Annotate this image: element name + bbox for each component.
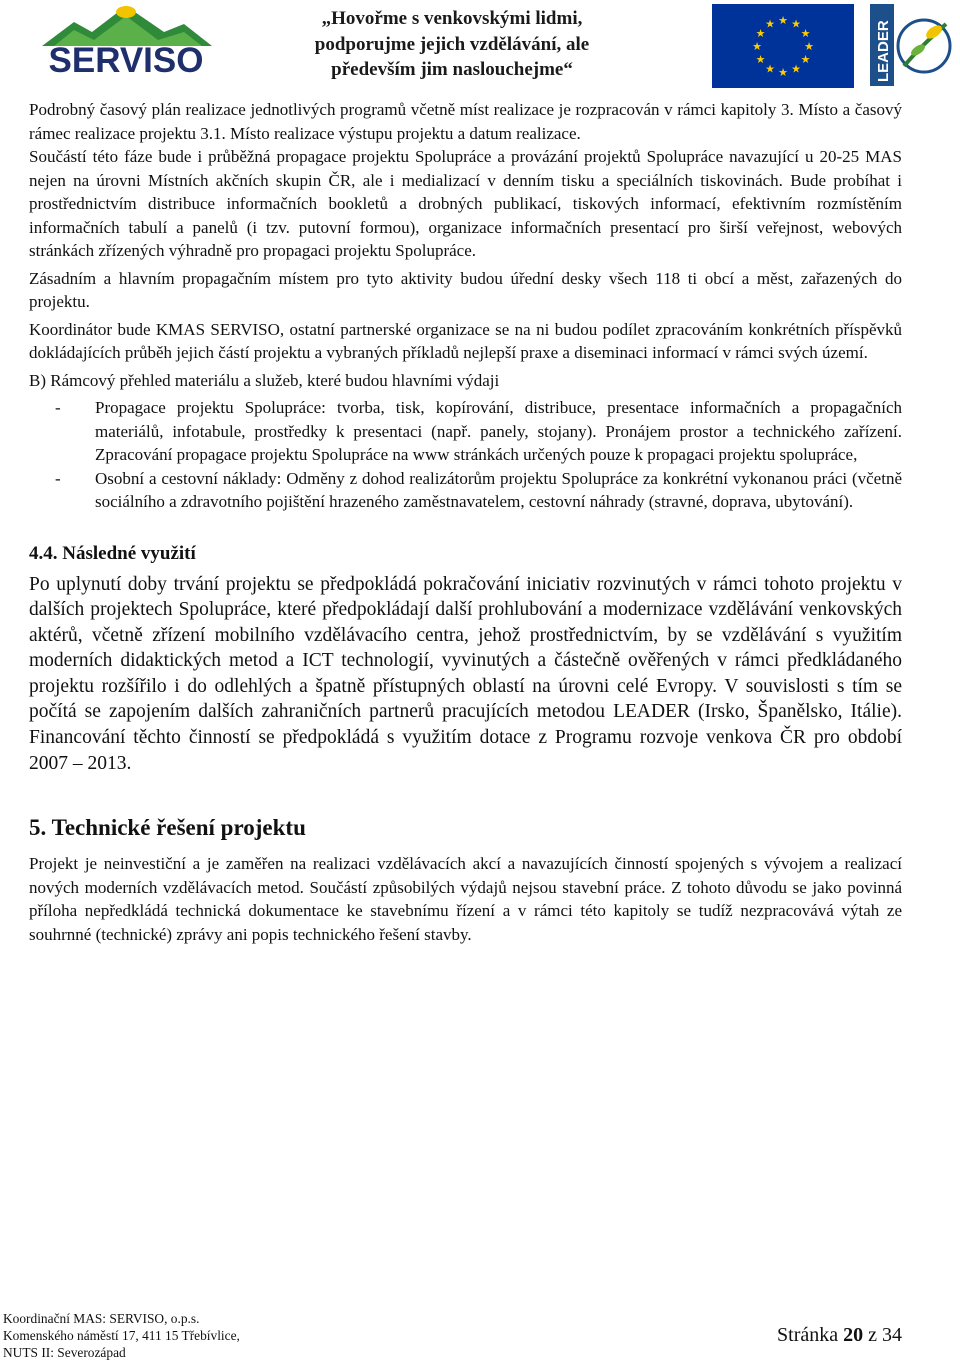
motto-line: především jim naslouchejme“ (331, 59, 573, 80)
page-mid: z (868, 1324, 877, 1346)
svg-text:★: ★ (804, 40, 814, 53)
paragraph: Projekt je neinvestiční a je zaměřen na realizaci vzdělávacích akcí a navazujících činností spojených s vývojem a realizací nových moderních vzdělávacích metod. Součástí způsobilých výdajů nejsou stavební práce. Z tohoto důvodu se jako povinná příloha nepředkládá technická dokumentace ke stavebnímu řízení a v rámci této kapitoly se tudíž nezpracovává výtah ze souhrnné (technické) zprávy ani popis technického řešení stavby. (29, 854, 902, 944)
svg-text:★: ★ (755, 27, 766, 40)
svg-text:★: ★ (778, 14, 788, 27)
paragraph: Podrobný časový plán realizace jednotlivých programů včetně míst realizace je rozpracován v rámci kapitoly 3. Místo a časový rámec realizace projektu 3.1. Místo realizace výstupu projektu a datum realizace. (29, 100, 902, 143)
section-heading: 5. Technické řešení projektu (29, 815, 306, 841)
section-heading: 4.4. Následné využití (29, 542, 196, 564)
footer-line: Koordinační MAS: SERVISO, o.p.s. (3, 1311, 200, 1326)
paragraph: Zásadním a hlavním propagačním místem pro tyto aktivity budou úřední desky všech 118 ti obcí a měst, zařazených do projektu. (29, 268, 902, 311)
paragraph: Po uplynutí doby trvání projektu se předpokládá pokračování iniciativ rozvinutých v rámci tohoto projektu v dalších projektech Spolupráce, které předpokládají další prohlubování a modernizace vzdělávání venkovských aktérů, včetně zřízení mobilního vzdělávacího centra, jehož prostřednictvím, by se vzdělávání s využitím moderních didaktických metod a ICT technologií, vyvinutých a částečně ověřených v rámci předkládaného projektu rozšířilo i do odlehlých a špatně přístupných oblastí na úrovni celé Evropy. V souvislosti s tím se počítá se zapojením dalších zahraničních partnerů pracujících metodou LEADER (Irsko, Španělsko, Itálie). Financování těchto činností se předpokládá s využitím dotace z Programu rozvoje venkova ČR pro období 2007 – 2013. (29, 573, 902, 774)
eu-flag-icon (712, 4, 854, 88)
svg-text:★: ★ (765, 17, 775, 31)
svg-text:LEADER: LEADER (875, 20, 892, 82)
list-item-text: Propagace projektu Spolupráce: tvorba, tisk, kopírování, distribuce, presentace informačních a propagačních materiálů, infotabule, prostředky k presentaci (např. panely, stojany). Pronájem prostor a technického zařízení. Zpracování propagace projektu Spolupráce na www stránkách určených pouze k propagaci projektu spolupráce, (95, 398, 902, 464)
svg-text:★: ★ (752, 40, 762, 53)
list-dash: - (55, 398, 61, 417)
page-number (777, 1324, 902, 1347)
motto-line: podporujme jejich vzdělávání, ale (314, 33, 590, 55)
page-content (29, 98, 902, 950)
svg-text:★: ★ (791, 17, 801, 31)
page-prefix: Stránka (777, 1324, 839, 1346)
svg-text:★: ★ (755, 53, 766, 66)
motto-line: „Hovořme s venkovskými lidmi, (321, 8, 583, 29)
page-total: 34 (882, 1324, 902, 1346)
paragraph: Koordinátor bude KMAS SERVISO, ostatní partnerské organizace se na ni budou podílet zpracováním konkrétních příspěvků dokládajících průběh jejich částí projektu a vybraných příkladů nejlepší praxe a diseminaci informací v rámci svých území. (29, 319, 902, 362)
footer-line: NUTS II: Severozápad (3, 1345, 126, 1360)
list-item-text: Osobní a cestovní náklady: Odměny z dohod realizátorům projektu Spolupráce za konkrétní vykonanou práci (včetně sociálního a zdravotního pojištění hrazeného zaměstnavatelem, cestovní náhrady (stravné, doprava, ubytování). (95, 468, 902, 511)
svg-text:★: ★ (765, 62, 775, 76)
serviso-logo (34, 2, 219, 78)
paragraph: Součástí této fáze bude i průběžná propagace projektu Spolupráce a provázání projektů Spolupráce navazující u 20-25 MAS nejen na úrovni Místních akčních skupin ČR, ale i medializací v denním tisku a speciálních tiskovinách. Bude probíhat i prostřednictvím distribuce informačních bookletů a drobných publikací, tiskových informací, efektivním rozmístěním informačních tabulí a panelů (i tzv. putovní formou), organizace informačních presentací pro širší veřejnost, webových stránkách zřízených výhradně pro propagaci projektu Spolupráce. (29, 147, 902, 260)
footer-line: Komenského náměstí 17, 411 15 Třebívlice, (3, 1328, 240, 1343)
leader-logo (868, 2, 954, 88)
list-item (29, 396, 902, 467)
svg-text:SERVISO: SERVISO (48, 41, 204, 78)
svg-text:★: ★ (791, 62, 801, 76)
footer-address (3, 1310, 240, 1361)
svg-text:★: ★ (800, 27, 811, 40)
page-current: 20 (843, 1324, 864, 1346)
list-item (29, 467, 902, 514)
svg-text:★: ★ (778, 66, 788, 79)
page-header (0, 0, 960, 96)
header-motto (262, 6, 642, 83)
svg-text:★: ★ (800, 53, 811, 66)
expense-list (29, 396, 902, 514)
paragraph: B) Rámcový přehled materiálu a služeb, které budou hlavními výdaji (29, 370, 500, 390)
list-dash: - (55, 468, 61, 488)
